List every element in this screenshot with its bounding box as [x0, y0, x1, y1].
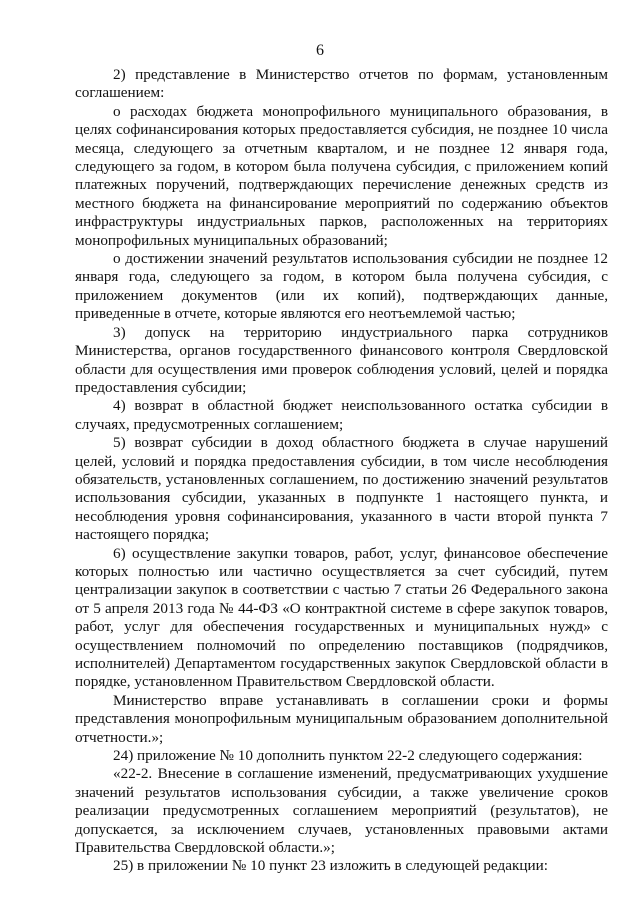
- paragraph: о достижении значений результатов использования субсидии не позднее 12 января года, следующего за годом, в котором была получена субсидия, с приложением документов (или их копий), подтверждающих данные, приведенные в отчете, которые являются его неотъемлемой частью;: [75, 250, 608, 323]
- document-body: [75, 66, 608, 876]
- page-number: 6: [316, 42, 324, 59]
- paragraph: Министерство вправе устанавливать в соглашении сроки и формы представления монопрофильным муниципальным образованием дополнительной отчетности.»;: [75, 691, 608, 746]
- paragraph: 24) приложение № 10 дополнить пунктом 22-2 следующего содержания:: [113, 747, 583, 765]
- paragraph: 3) допуск на территорию индустриального парка сотрудников Министерства, органов государственного финансового контроля Свердловской области для осуществления ими проверок соблюдения условий, целей и порядка предоставления субсидии;: [75, 323, 608, 396]
- paragraph: 4) возврат в областной бюджет неиспользованного остатка субсидии в случаях, предусмотренных соглашением;: [75, 397, 608, 433]
- paragraph: 2) представление в Министерство отчетов по формам, установленным соглашением:: [75, 66, 608, 102]
- paragraph: 25) в приложении № 10 пункт 23 изложить в следующей редакции:: [113, 857, 548, 875]
- paragraph: «22-2. Внесение в соглашение изменений, предусматривающих ухудшение значений результатов использования субсидии, а также увеличение сроков реализации предусмотренных соглашением мероприятий (результатов), не допускается, за исключением случаев, установленных правовыми актами Правительства Свердловской области.»;: [75, 765, 608, 857]
- paragraph: 6) осуществление закупки товаров, работ, услуг, финансовое обеспечение которых полностью или частично осуществляется за счет субсидий, путем централизации закупок в соответствии с частью 7 статьи 26 Федерального закона от 5 апреля 2013 года № 44-ФЗ «О контрактной системе в сфере закупок товаров, работ, услуг для обеспечения государственных и муниципальных нужд» с осуществлением полномочий по определению поставщиков (подрядчиков, исполнителей) Департаментом государственных закупок Свердловской области в порядке, установленном Правительством Свердловской области.: [75, 544, 608, 691]
- paragraph: о расходах бюджета монопрофильного муниципального образования, в целях софинансирования которых предоставляется субсидия, не позднее 10 числа месяца, следующего за отчетным кварталом, и не позднее 12 января года, следующего за годом, в котором была получена субсидия, с приложением копий платежных поручений, подтверждающих перечисление денежных средств из местного бюджета на финансирование мероприятий по содержанию объектов инфраструктуры индустриальных парков, расположенных на территориях монопрофильных муниципальных образований;: [75, 102, 608, 249]
- paragraph: 5) возврат субсидии в доход областного бюджета в случае нарушений целей, условий и порядка предоставления субсидии, в том числе несоблюдения обязательств, установленных соглашением, по достижению значений результатов использования субсидии, указанных в подпункте 1 настоящего пункта, и несоблюдения уровня софинансирования, указанного в части второй пункта 7 настоящего порядка;: [75, 434, 608, 544]
